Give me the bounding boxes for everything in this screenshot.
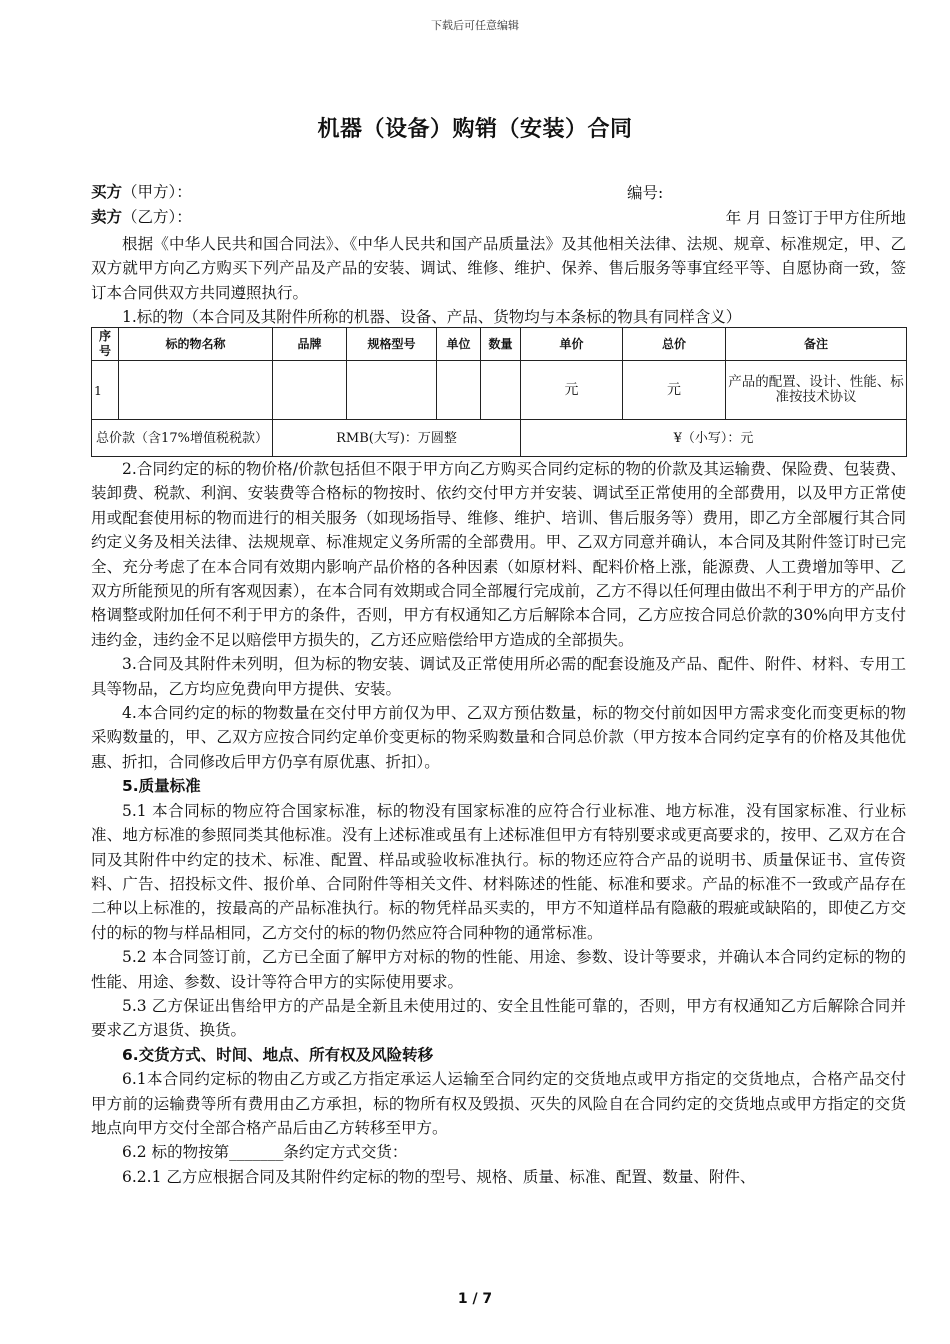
table-header-row (92, 328, 907, 361)
document-title: 机器（设备）购销（安装）合同 (317, 117, 633, 142)
clause-1: 1.标的物（本合同及其附件所称的机器、设备、产品、货物均与本条标的物具有同样含义） (122, 308, 742, 327)
header-unit: 单位 (437, 328, 481, 361)
cell-unit (437, 361, 481, 420)
header-no: 序号 (92, 328, 119, 361)
cell-qty (481, 361, 521, 420)
seller-suffix: （乙方）： (122, 208, 192, 226)
clause-6-1: 6.1本合同约定标的物由乙方或乙方指定承运人运输至合同约定的交货地点或甲方指定的交货地点，合格产品交付甲方前的运输费等所有费用由乙方承担，标的物所有权及毁损、灭失的风险自在合同约定的交货地点或甲方指定的交货地点向甲方交付全部合格产品后由乙方转移至甲方。 (91, 1070, 906, 1137)
clause-6-2-1: 6.2.1 乙方应根据合同及其附件约定标的物的型号、规格、质量、标准、配置、数量、附件、 (122, 1167, 756, 1186)
header-remark: 备注 (726, 328, 907, 361)
sign-date: 年 月 日签订于甲方住所地 (725, 209, 906, 227)
cell-price: 元 (521, 361, 623, 420)
sum-upper: RMB(大写)：万圆整 (273, 420, 521, 457)
sum-lower: ¥（小写）：元 (521, 420, 907, 457)
cell-remark: 产品的配置、设计、性能、标准按技术协议 (726, 361, 907, 420)
cell-brand (273, 361, 347, 420)
sum-label: 总价款（含17%增值税税款） (92, 420, 273, 457)
clause-2: 2.合同约定的标的物价格/价款包括但不限于甲方向乙方购买合同约定标的物的价款及其运输费、保险费、包装费、装卸费、税款、利润、安装费等合格标的物按时、依约交付甲方并安装、调试至正常使用的全部费用，以及甲方正常使用或配套使用标的物而进行的相关服务（如现场指导、维修、维护、培训、售后服务等）费用，即乙方全部履行其合同约定义务及相关法律、法规规章、标准规定义务所需的全部费用。甲、乙双方同意并确认，本合同及其附件签订时已完全、充分考虑了在本合同有效期内影响产品价格的各种因素（如原材料、配料价格上涨，能源费、人工费增加等甲、乙双方所能预见的所有客观因素），在本合同有效期或合同全部履行完成前，乙方不得以任何理由做出不利于甲方的产品价格调整或附加任何不利于甲方的条件，否则，甲方有权通知乙方后解除本合同，乙方应按合同总价款的30%向甲方支付违约金，违约金不足以赔偿甲方损失的，乙方还应赔偿给甲方造成的全部损失。 (91, 460, 906, 649)
header-qty: 数量 (481, 328, 521, 361)
section-6-heading: 6.交货方式、时间、地点、所有权及风险转移 (122, 1045, 434, 1064)
cell-no: 1 (92, 361, 119, 420)
intro-block (91, 232, 906, 330)
clause-5-3: 5.3 乙方保证出售给甲方的产品是全新且未使用过的、安全且性能可靠的，否则，甲方有权通知乙方后解除合同并要求乙方退货、换货。 (91, 996, 906, 1040)
buyer-label: 买方 (91, 183, 123, 201)
table-row (92, 361, 907, 420)
page-number: 1 / 7 (457, 1291, 493, 1307)
items-table (91, 327, 907, 457)
clause-5-1: 5.1 本合同标的物应符合国家标准，标的物没有国家标准的应符合行业标准、地方标准，没有国家标准、行业标准、地方标准的参照同类其他标准。没有上述标准或虽有上述标准但甲方有特别要求或更高要求的，按甲、乙双方在合同及其附件中约定的技术、标准、配置、样品或验收标准执行。标的物还应符合产品的说明书、质量保证书、宣传资料、广告、招投标文件、报价单、合同附件等相关文件、材料陈述的性能、标准和要求。产品的标准不一致或产品存在二种以上标准的，按最高的产品标准执行。标的物凭样品买卖的，甲方不知道样品有隐蔽的瑕疵或缺陷的，即使乙方交付的标的物与样品相同，乙方交付的标的物仍然应符合同种物的通常标准。 (91, 801, 906, 942)
contract-no-label: 编号: (627, 184, 664, 202)
header-note: 下载后可任意编辑 (431, 19, 519, 32)
header-name: 标的物名称 (119, 328, 273, 361)
cell-name (119, 361, 273, 420)
cell-total: 元 (623, 361, 726, 420)
header-brand: 品牌 (273, 328, 347, 361)
seller-label: 卖方 (91, 208, 123, 226)
clauses-block (91, 457, 906, 1189)
header-model: 规格型号 (347, 328, 437, 361)
cell-model (347, 361, 437, 420)
table-sum-row (92, 420, 907, 457)
intro-paragraph: 根据《中华人民共和国合同法》、《中华人民共和国产品质量法》及其他相关法律、法规、规章、标准规定，甲、乙双方就甲方向乙方购买下列产品及产品的安装、调试、维修、维护、保养、售后服务等事宜经平等、自愿协商一致，签订本合同供双方共同遵照执行。 (91, 235, 906, 302)
buyer-line (91, 181, 906, 203)
clause-3: 3.合同及其附件未列明，但为标的物安装、调试及正常使用所必需的配套设施及产品、配件、附件、材料、专用工具等物品，乙方均应免费向甲方提供、安装。 (91, 655, 906, 698)
header-total: 总价 (623, 328, 726, 361)
buyer-suffix: （甲方）： (122, 183, 192, 201)
section-5-heading: 5.质量标准 (122, 777, 201, 796)
clause-6-2: 6.2 标的物按第_______条约定方式交货： (122, 1143, 408, 1162)
clause-5-2: 5.2 本合同签订前，乙方已全面了解甲方对标的物的性能、用途、参数、设计等要求，并确认本合同约定标的物的性能、用途、参数、设计等符合甲方的实际使用要求。 (91, 948, 906, 991)
clause-4: 4.本合同约定的标的物数量在交付甲方前仅为甲、乙双方预估数量，标的物交付前如因甲方需求变化而变更标的物采购数量的，甲、乙双方应按合同约定单价变更标的物采购数量和合同总价款（甲方按本合同约定享有的价格及其他优惠、折扣，合同修改后甲方仍享有原优惠、折扣）。 (91, 704, 906, 771)
header-price: 单价 (521, 328, 623, 361)
